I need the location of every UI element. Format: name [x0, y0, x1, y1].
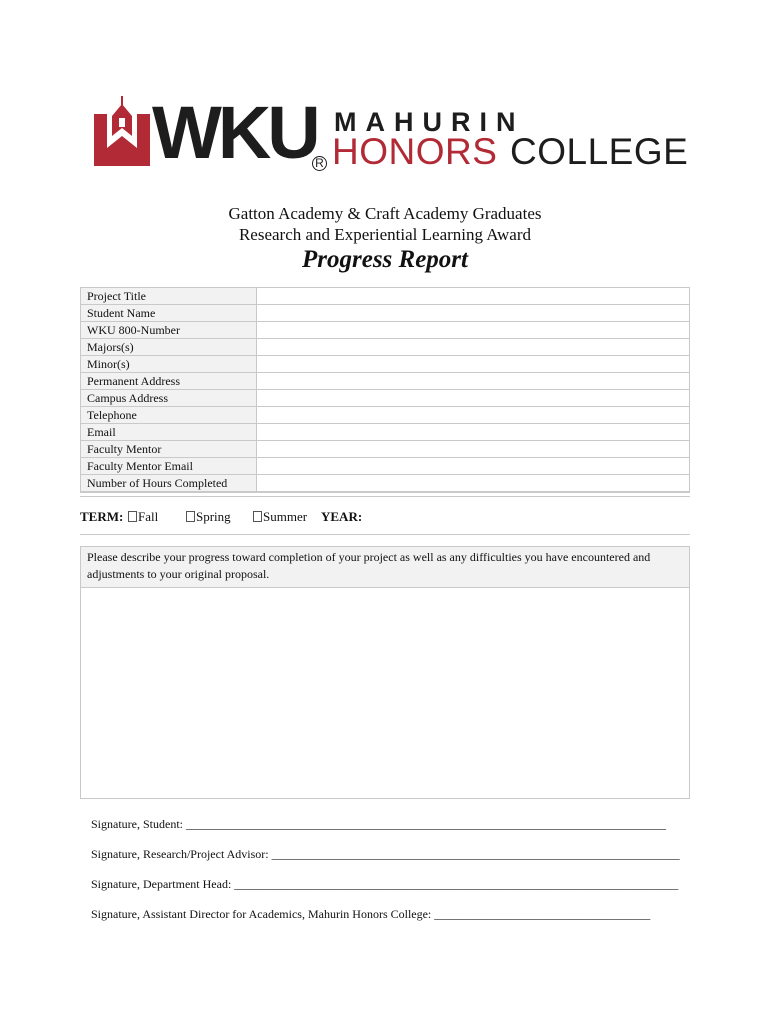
field-input[interactable]: [257, 322, 690, 339]
field-label: Permanent Address: [81, 373, 257, 390]
student-info-table: [80, 287, 690, 492]
award-subtitle-2: Research and Experiential Learning Award: [238, 225, 532, 244]
table-row: [81, 458, 690, 475]
field-label: Faculty Mentor Email: [81, 458, 257, 475]
signature-advisor[interactable]: Signature, Research/Project Advisor: ____________________________________________________________________: [91, 847, 680, 861]
field-label: Faculty Mentor: [81, 441, 257, 458]
registered-mark: R: [312, 156, 327, 171]
field-input[interactable]: [257, 458, 690, 475]
field-input[interactable]: [257, 356, 690, 373]
signature-assistant-director[interactable]: Signature, Assistant Director for Academics, Mahurin Honors College: ____________________________________: [91, 907, 651, 921]
field-input[interactable]: [257, 441, 690, 458]
field-input[interactable]: [257, 373, 690, 390]
table-row: [81, 288, 690, 305]
table-row: [81, 441, 690, 458]
table-row: [81, 390, 690, 407]
field-label: Telephone: [81, 407, 257, 424]
logo-honors: HONORS: [332, 131, 498, 172]
table-row: [81, 339, 690, 356]
table-row: [81, 407, 690, 424]
term-option-fall[interactable]: Fall: [128, 509, 158, 525]
signature-student[interactable]: Signature, Student: ________________________________________________________________________________: [91, 817, 666, 831]
year-label: YEAR:: [321, 509, 363, 524]
field-label: Minor(s): [81, 356, 257, 373]
page-title: Progress Report: [302, 246, 468, 273]
field-input[interactable]: [257, 390, 690, 407]
field-label: Number of Hours Completed: [81, 475, 257, 492]
logo-college: COLLEGE: [510, 131, 689, 172]
field-label: Email: [81, 424, 257, 441]
term-option-summer[interactable]: Summer: [253, 509, 307, 525]
field-input[interactable]: [257, 305, 690, 322]
table-row: [81, 475, 690, 492]
table-divider: [80, 492, 690, 497]
table-row: [81, 356, 690, 373]
checkbox-icon[interactable]: [186, 511, 195, 522]
wku-mahurin-honors-logo: [94, 91, 689, 174]
field-label: Majors(s): [81, 339, 257, 356]
term-divider: [80, 534, 690, 535]
logo-mahurin: MAHURIN: [334, 107, 525, 137]
field-input[interactable]: [257, 288, 690, 305]
logo-wku: WKU: [152, 91, 317, 174]
table-row: [81, 424, 690, 441]
term-option-spring[interactable]: Spring: [186, 509, 231, 525]
checkbox-icon[interactable]: [128, 511, 137, 522]
checkbox-icon[interactable]: [253, 511, 262, 522]
field-label: Student Name: [81, 305, 257, 322]
field-input[interactable]: [257, 407, 690, 424]
table-row: [81, 322, 690, 339]
table-row: [81, 373, 690, 390]
progress-prompt: Please describe your progress toward completion of your project as well as any difficulties you have encountered and adjustments to your original proposal.: [80, 546, 690, 588]
award-subtitle-1: Gatton Academy & Craft Academy Graduates: [228, 204, 542, 223]
field-label: WKU 800-Number: [81, 322, 257, 339]
field-input[interactable]: [257, 424, 690, 441]
field-label: Campus Address: [81, 390, 257, 407]
progress-answer-field[interactable]: [80, 588, 690, 799]
field-input[interactable]: [257, 339, 690, 356]
table-row: [81, 305, 690, 322]
field-label: Project Title: [81, 288, 257, 305]
field-input[interactable]: [257, 475, 690, 492]
term-label: TERM:: [80, 509, 124, 524]
cupola-icon: [94, 96, 150, 166]
signature-department-head[interactable]: Signature, Department Head: __________________________________________________________________________: [91, 877, 679, 891]
